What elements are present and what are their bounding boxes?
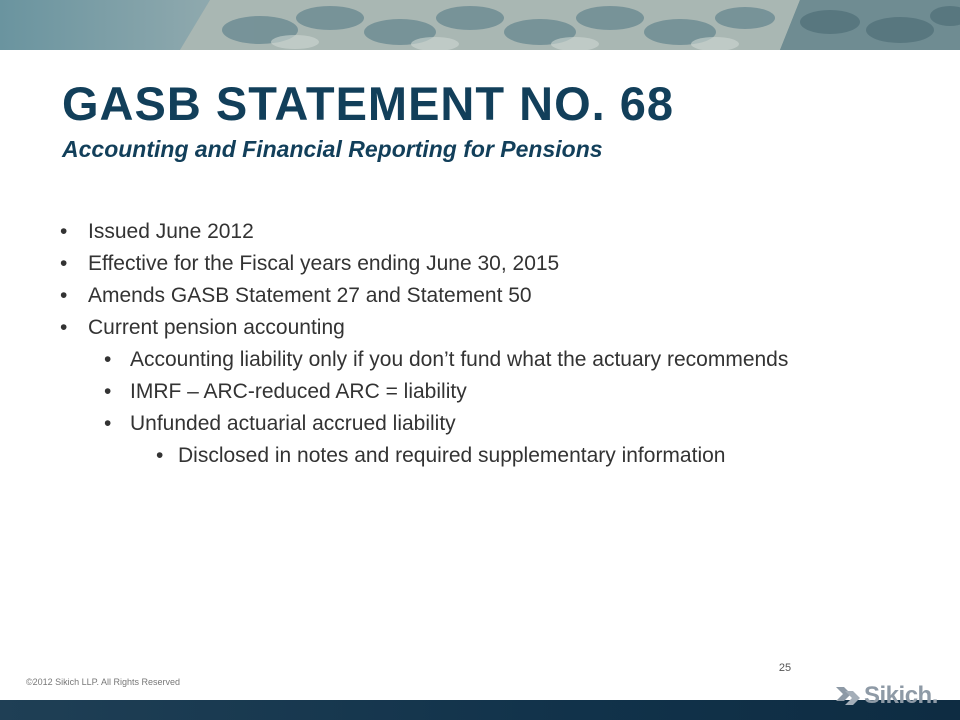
header-pattern-image [0,0,960,50]
footer-bar [0,700,960,720]
sub-bullet-item [60,409,860,438]
bullet-icon: • [60,220,68,243]
bullet-text: Disclosed in notes and required supplementary information [178,444,726,467]
bullet-icon: • [156,444,164,467]
bullet-item [60,217,860,246]
sikich-logo-icon [832,681,862,711]
title-block [62,78,922,164]
bullet-text: Issued June 2012 [88,220,254,243]
slide-subtitle: Accounting and Financial Reporting for Pensions [62,136,603,162]
header-banner [0,0,960,50]
bullet-text: IMRF – ARC-reduced ARC = liability [130,380,467,403]
bullet-icon: • [60,316,68,339]
page-number: 25 [778,662,792,674]
bullet-icon: • [104,380,112,403]
bullet-text: Current pension accounting [88,316,345,339]
bullet-text: Effective for the Fiscal years ending June 30, 2015 [88,252,560,275]
bullet-icon: • [60,252,68,275]
sub-bullet-item [60,377,860,406]
bullet-text: Accounting liability only if you don’t fund what the actuary recommends [130,348,789,371]
bullet-item [60,249,860,278]
bullet-list [60,217,860,473]
slide-title: GASB STATEMENT NO. 68 [62,77,675,130]
bullet-icon: • [104,412,112,435]
bullet-text: Unfunded actuarial accrued liability [130,412,456,435]
bullet-item [60,313,860,342]
copyright-notice: ©2012 Sikich LLP. All Rights Reserved [26,677,181,687]
bullet-item [60,281,860,310]
logo-text: Sikich. [864,682,938,709]
bullet-text: Amends GASB Statement 27 and Statement 50 [88,284,532,307]
sikich-logo [832,681,938,711]
bullet-icon: • [60,284,68,307]
sub-bullet-item [60,345,860,374]
sub-sub-bullet-item [60,441,860,470]
bullet-icon: • [104,348,112,371]
